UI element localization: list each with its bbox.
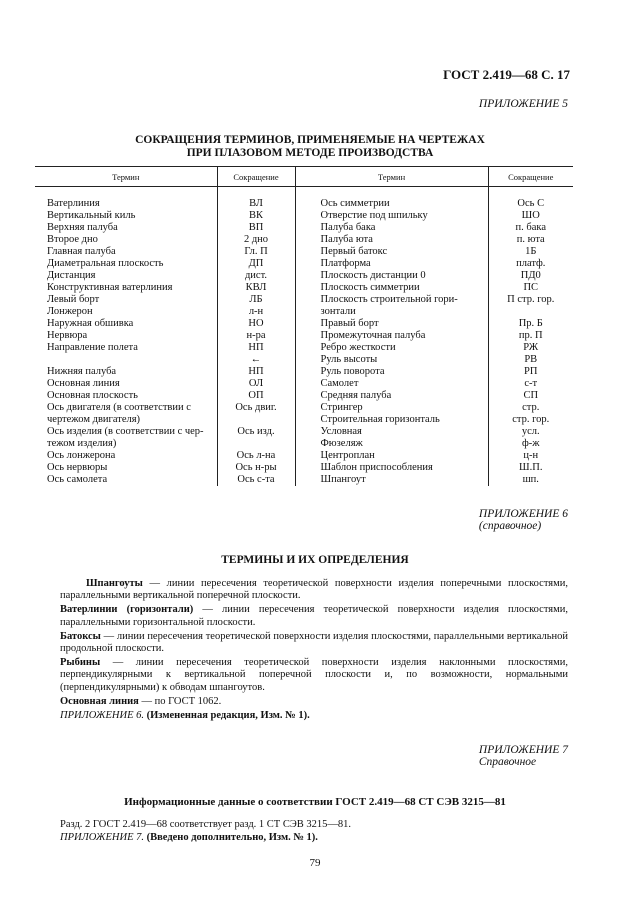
table-row	[35, 318, 573, 330]
term-cell: Ребро жесткости	[320, 342, 396, 353]
term-cell: Центроплан	[320, 450, 375, 461]
abbreviation-cell: ПД0	[488, 270, 573, 282]
term-cell: Конструктивная ватерлиния	[47, 282, 173, 293]
abbreviation-cell: ВЛ	[217, 187, 295, 211]
term-cell: Промежуточная палуба	[320, 330, 426, 341]
term-cell: Плоскость дистанции 0	[320, 270, 426, 281]
definitions-block	[60, 578, 568, 724]
col-header-term-2: Термин	[295, 167, 488, 187]
term-cell: Руль высоты	[320, 354, 378, 365]
term-cell	[35, 354, 217, 366]
annex6-label	[479, 508, 568, 532]
table-row	[35, 246, 573, 258]
term-cell: Основная плоскость	[47, 390, 138, 401]
abbreviation-cell: ПС	[488, 282, 573, 294]
term-cell: Фюзеляж	[320, 438, 363, 449]
term-cell: Самолет	[320, 378, 359, 389]
term-cell: Стрингер	[320, 402, 363, 413]
abbreviation-cell: ОП	[217, 390, 295, 402]
table-row	[35, 306, 573, 318]
table-title-line2: ПРИ ПЛАЗОВОМ МЕТОДЕ ПРОИЗВОДСТВА	[186, 147, 434, 159]
amendment-note-bold: (Измененная редакция, Изм. № 1).	[144, 710, 310, 722]
annex5-label: ПРИЛОЖЕНИЕ 5	[478, 98, 568, 110]
term-cell: Дистанция	[47, 270, 96, 281]
term-cell: Ось самолета	[47, 474, 108, 485]
abbreviation-cell: ОЛ	[217, 378, 295, 390]
definition-paragraph	[60, 604, 568, 628]
table-title	[60, 134, 560, 160]
definition-term: Рыбины	[60, 657, 101, 669]
abbreviation-cell: л-н	[217, 306, 295, 318]
definition-text: — линии пересечения теоретической поверхности изделия наклонными плоскостями, перпендикулярными к вертикальной поперечной плоскости и, по возможности, нормальными (перпендикулярными) к обводам шпангоутов.	[60, 657, 568, 693]
term-cell: Главная палуба	[47, 246, 116, 257]
annex7-label-text: ПРИЛОЖЕНИЕ 7	[478, 744, 568, 756]
term-cell: Шпангоут	[320, 474, 366, 485]
term-cell: Шаблон приспособления	[320, 462, 433, 473]
abbreviation-cell: н-ра	[217, 330, 295, 342]
info-line: Разд. 2 ГОСТ 2.419—68 соответствует разд. 1 СТ СЭВ 3215—81.	[60, 819, 352, 830]
amendment-note-italic: ПРИЛОЖЕНИЕ 6.	[60, 710, 144, 722]
table-row	[35, 378, 573, 390]
abbreviation-cell: п. юта	[488, 234, 573, 246]
term-cell: Руль поворота	[320, 366, 385, 377]
table-row	[35, 282, 573, 294]
definition-term: Основная линия	[60, 695, 139, 707]
term-cell: Нервюра	[47, 330, 88, 341]
abbreviation-cell: Ш.П.	[488, 462, 573, 474]
term-cell: Отверстие под шпильку	[320, 210, 428, 221]
abbreviation-cell	[488, 306, 573, 318]
info-title: Информационные данные о соответствии ГОСТ 2.419—68 СТ СЭВ 3215—81	[124, 796, 506, 808]
annex6-sublabel: (справочное)	[478, 520, 542, 532]
abbreviation-cell: ВП	[217, 222, 295, 234]
abbreviation-cell	[217, 414, 295, 426]
info-note	[60, 831, 568, 844]
definition-paragraph	[60, 696, 568, 708]
abbreviation-cell: пр. П	[488, 330, 573, 342]
term-cell: Строительная горизонталь	[320, 414, 440, 425]
table-row	[35, 234, 573, 246]
term-cell: Ось изделия (в соответствии с чер-	[47, 426, 204, 437]
term-cell: Средняя палуба	[320, 390, 392, 401]
table-row	[35, 390, 573, 402]
definition-term: Ватерлинии (горизонтали)	[60, 604, 194, 616]
definition-paragraph	[60, 631, 568, 655]
info-note-italic: ПРИЛОЖЕНИЕ 7.	[60, 832, 144, 843]
annex6-label-text: ПРИЛОЖЕНИЕ 6	[478, 508, 568, 520]
term-cell: Палуба юта	[320, 234, 373, 245]
table-row	[35, 354, 573, 366]
col-header-abbr-2: Сокращение	[488, 167, 573, 187]
term-cell: Левый борт	[47, 294, 100, 305]
term-cell: Ось нервюры	[47, 462, 108, 473]
abbreviation-cell: стр.	[488, 402, 573, 414]
term-cell: Палуба бака	[320, 222, 376, 233]
page-number: 79	[309, 857, 321, 869]
abbreviation-cell: Ось изд.	[217, 426, 295, 438]
abbreviation-cell: усл.	[488, 426, 573, 438]
abbreviation-cell: ц-н	[488, 450, 573, 462]
term-cell: Плоскость строительной гори-	[320, 294, 458, 305]
table-row	[35, 258, 573, 270]
table-row	[35, 270, 573, 282]
table-title-line1: СОКРАЩЕНИЯ ТЕРМИНОВ, ПРИМЕНЯЕМЫЕ НА ЧЕРТЕЖАХ	[135, 134, 485, 146]
term-cell: Ось двигателя (в соответствии с	[47, 402, 191, 413]
term-cell: Условная	[320, 426, 362, 437]
annex7-sublabel: Справочное	[478, 756, 537, 768]
definition-text: — линии пересечения теоретической поверхности изделия поперечными плоскостями, параллельными вертикальной поперечной плоскости.	[60, 578, 568, 602]
table-row	[35, 222, 573, 234]
abbreviation-cell: Ось с-та	[217, 474, 295, 486]
abbreviation-cell: ←	[217, 354, 295, 366]
term-cell: Первый батокс	[320, 246, 388, 257]
abbreviation-cell: ф-ж	[488, 438, 573, 450]
abbreviations-table	[35, 166, 573, 486]
page-header: ГОСТ 2.419—68 С. 17	[443, 67, 570, 82]
abbreviation-cell: стр. гор.	[488, 414, 573, 426]
abbreviation-cell: шп.	[488, 474, 573, 486]
table-row	[35, 366, 573, 378]
term-cell: Плоскость симметрии	[320, 282, 420, 293]
term-cell: Основная линия	[47, 378, 120, 389]
abbreviation-cell: НП	[217, 342, 295, 354]
table-row	[35, 402, 573, 414]
table-row	[35, 450, 573, 462]
abbreviation-cell: дист.	[217, 270, 295, 282]
term-cell: чертежом двигателя)	[47, 414, 141, 425]
annex7-label	[479, 744, 568, 768]
abbreviation-cell: Ось л-на	[217, 450, 295, 462]
table-row	[35, 438, 573, 450]
table-row	[35, 294, 573, 306]
table-row	[35, 330, 573, 342]
definition-term: Шпангоуты	[86, 578, 143, 589]
abbreviation-cell: с-т	[488, 378, 573, 390]
term-cell: Ось лонжерона	[47, 450, 116, 461]
info-block	[60, 818, 568, 844]
definition-text: — линии пересечения теоретической поверхности изделия плоскостями, параллельными вертикальной продольной плоскости.	[60, 630, 568, 655]
abbreviation-cell: РЖ	[488, 342, 573, 354]
abbreviation-cell: Ось н-ры	[217, 462, 295, 474]
abbreviation-cell: РВ	[488, 354, 573, 366]
abbreviation-cell: П стр. гор.	[488, 294, 573, 306]
table-row	[35, 414, 573, 426]
abbreviation-cell: РП	[488, 366, 573, 378]
abbreviation-cell: КВЛ	[217, 282, 295, 294]
term-cell: Ось симметрии	[320, 198, 390, 209]
term-cell: зонтали	[320, 306, 356, 317]
abbreviation-cell: ШО	[488, 210, 573, 222]
table-header-row	[35, 167, 573, 187]
info-note-bold: (Введено дополнительно, Изм. № 1).	[144, 832, 318, 843]
term-cell: Платформа	[320, 258, 371, 269]
col-header-term: Термин	[35, 167, 217, 187]
table-row	[35, 474, 573, 486]
term-cell: Вертикальный киль	[47, 210, 136, 221]
abbreviation-cell: ВК	[217, 210, 295, 222]
abbreviation-cell	[217, 438, 295, 450]
abbreviation-cell: НО	[217, 318, 295, 330]
table-row	[35, 342, 573, 354]
abbreviation-cell: Пр. Б	[488, 318, 573, 330]
abbreviation-cell: 1Б	[488, 246, 573, 258]
abbreviation-cell: 2 дно	[217, 234, 295, 246]
table-row	[35, 462, 573, 474]
definition-paragraph	[60, 578, 568, 602]
term-cell: тежом изделия)	[47, 438, 117, 449]
term-cell: Диаметральная плоскость	[47, 258, 164, 269]
abbreviation-cell: платф.	[488, 258, 573, 270]
term-cell: Ватерлиния	[47, 198, 100, 209]
term-cell: Лонжерон	[47, 306, 93, 317]
definition-text: — по ГОСТ 1062.	[138, 695, 222, 707]
definition-term: Батоксы	[60, 630, 101, 642]
table-row	[35, 426, 573, 438]
table-row	[35, 210, 573, 222]
term-cell: Второе дно	[47, 234, 98, 245]
abbreviation-cell: Ось двиг.	[217, 402, 295, 414]
term-cell: Нижняя палуба	[47, 366, 117, 377]
amendment-note	[60, 710, 568, 722]
abbreviation-cell: СП	[488, 390, 573, 402]
abbreviation-cell: ДП	[217, 258, 295, 270]
term-cell: Верхняя палуба	[47, 222, 118, 233]
abbreviation-cell: п. бака	[488, 222, 573, 234]
abbreviation-cell: Ось С	[488, 187, 573, 211]
abbreviation-cell: ЛБ	[217, 294, 295, 306]
definition-text: — линии пересечения теоретической поверхности изделия плоскостями, параллельными горизонтальной плоскости.	[60, 604, 568, 628]
definitions-title: ТЕРМИНЫ И ИХ ОПРЕДЕЛЕНИЯ	[221, 554, 409, 566]
table-row	[35, 187, 573, 211]
term-cell: Направление полета	[47, 342, 138, 353]
definition-paragraph	[60, 657, 568, 694]
term-cell: Правый борт	[320, 318, 379, 329]
abbreviation-cell: Гл. П	[217, 246, 295, 258]
abbreviation-cell: НП	[217, 366, 295, 378]
col-header-abbr: Сокращение	[217, 167, 295, 187]
term-cell: Наружная обшивка	[47, 318, 134, 329]
